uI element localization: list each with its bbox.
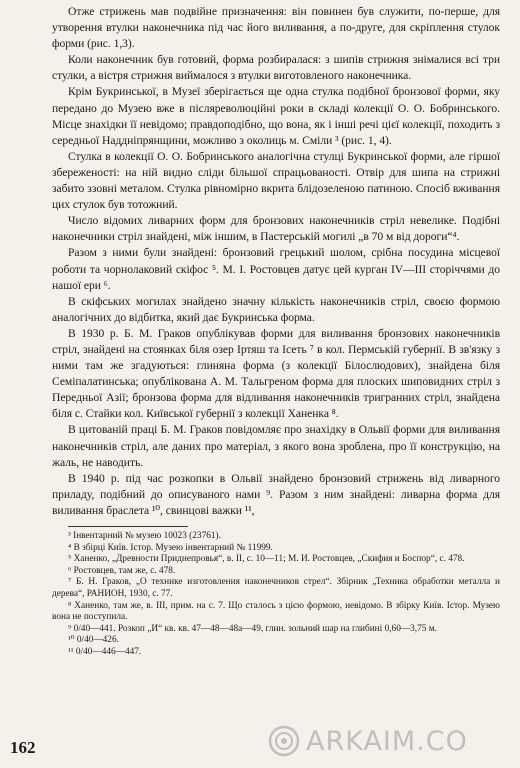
paragraph-3: Крім Букринської, в Музеї зберігається ще одна стулка подібної бронзової форми, яку передано до Музею вже в післяреволюційні роки в складі колекції О. О. Бобринського. Місце знахідки її невідомо; правдоподібно, що вона, як і інші речі цієї колекції, походить з середньої Наддніпрянщини, можливо з околиць м. Сміли ³ (рис. 1, 4). [52, 85, 500, 147]
footnote-3: ³ Інвентарний № музею 10023 (23761). [68, 531, 221, 541]
footnote-9: ⁹ 0/40—441. Розкоп „И“ кв. кв. 47—48—48а—49, глин. зольний шар на глибині 0,60—3,75 м. [68, 623, 437, 634]
footnote-8: ⁸ Ханенко, там же, в. III, прим. на с. 7. Що сталось з цією формою, невідомо. В збірку Київ. Істор. Музею вона не поступила. [52, 600, 500, 623]
footnote-4: ⁴ В збірці Київ. Істор. Музею інвентарний № 11999. [68, 542, 273, 553]
paragraph-7: В скіфських могилах знайдено значну кількість наконечників стріл, своєю формою аналогічних до відбитка, який дає Букринська форма. [52, 294, 500, 324]
paragraph-6: Разом з ними були знайдені: бронзовий грецький шолом, срібна посудина місцевої роботи та чорнолаковий скіфос ⁵. М. І. Ростовцев датує цей курган IV—III сторіччями до нашої ери ⁶. [52, 246, 500, 292]
paragraph-5: Число відомих ливарних форм для бронзових наконечників стріл невелике. Подібні наконечники стріл знайдені, між іншим, в Пастерській могилі „в 70 м від дороги“⁴. [52, 214, 500, 244]
paragraph-2: Коли наконечник був готовий, форма розбиралася: з шипів стрижня знімалися всі три стулки, а вістря стрижня виймалося з втулки виготовленого наконечника. [52, 53, 500, 83]
watermark [268, 716, 518, 766]
paragraph-4: Стулка в колекції О. О. Бобринського аналогічна стулці Букринської форми, але гіршої збереженості: на ній видно сліди більшої спрацьованості. Отвір для шипа на стрижні забито ззовні металом. Стулка рівномірно вкрита блідозеленою патиною. Спосіб вживання цих стулок був тотожний. [52, 149, 500, 212]
page-number: 162 [10, 738, 36, 757]
paragraph-10: В 1940 р. під час розкопки в Ольвії знайдено бронзовий стрижень від ливарного приладу, подібний до описуваного нами ⁹. Разом з ним знайдені: ливарна форма для виливання браслета ¹⁰, свинцові важки ¹¹, [52, 471, 500, 517]
page-body [52, 4, 500, 659]
watermark-text: ARKAIM.CO [306, 725, 468, 757]
footnote-divider [68, 526, 188, 527]
paragraph-9: В цитованій праці Б. М. Граков повідомляє про знахідку в Ольвії форми для виливання наконечників стріл, але даних про матеріал, з якого вона зроблена, про її конструкцію, на жаль, не наводить. [52, 423, 500, 469]
footnote-7: ⁷ Б. Н. Граков, „О технике изготовления наконечников стрел“. Збірник „Техника обработки металла и дерева“, РАНИОН, 1930, с. 77. [52, 577, 500, 599]
footnote-10: ¹⁰ 0/40—426. [68, 635, 119, 646]
footnote-6: ⁶ Ростовцев, там же, с. 478. [68, 565, 176, 576]
footnote-5: ⁵ Ханенко, „Древности Приднепровья“, в. II, с. 10—11; М. И. Ростовцев, „Скифия и Боспор“, с. 478. [68, 554, 465, 565]
footnote-11: ¹¹ 0/40—446—447. [68, 646, 142, 657]
paragraph-1: Отже стрижень мав подвійне призначення: він повинен був служити, по-перше, для утворення втулки наконечника під час його виливання, а по-друге, для скріплення стулок форми (рис. 1,3). [52, 5, 500, 51]
paragraph-8: В 1930 р. Б. М. Граков опублікував форми для виливання бронзових наконечників стріл, знайдені на стоянках біля озер Іртяш та Ісеть ⁷ в кол. Пермській губернії. В зв'язку з ними там же згадуються: глиняна форма (з колекції Білослюдових), знайдена біля Семіпалатинська; опублікована А. М. Тальгреном форма для плоских шиповидних стріл з Передньої Азії; бронзова форма для відливання наконечників тригранних стріл, знайдена біля с. Стайки кол. Київської губернії з колекції Ханенка ⁸. [52, 326, 500, 421]
arkaim-logo-icon [268, 725, 300, 757]
